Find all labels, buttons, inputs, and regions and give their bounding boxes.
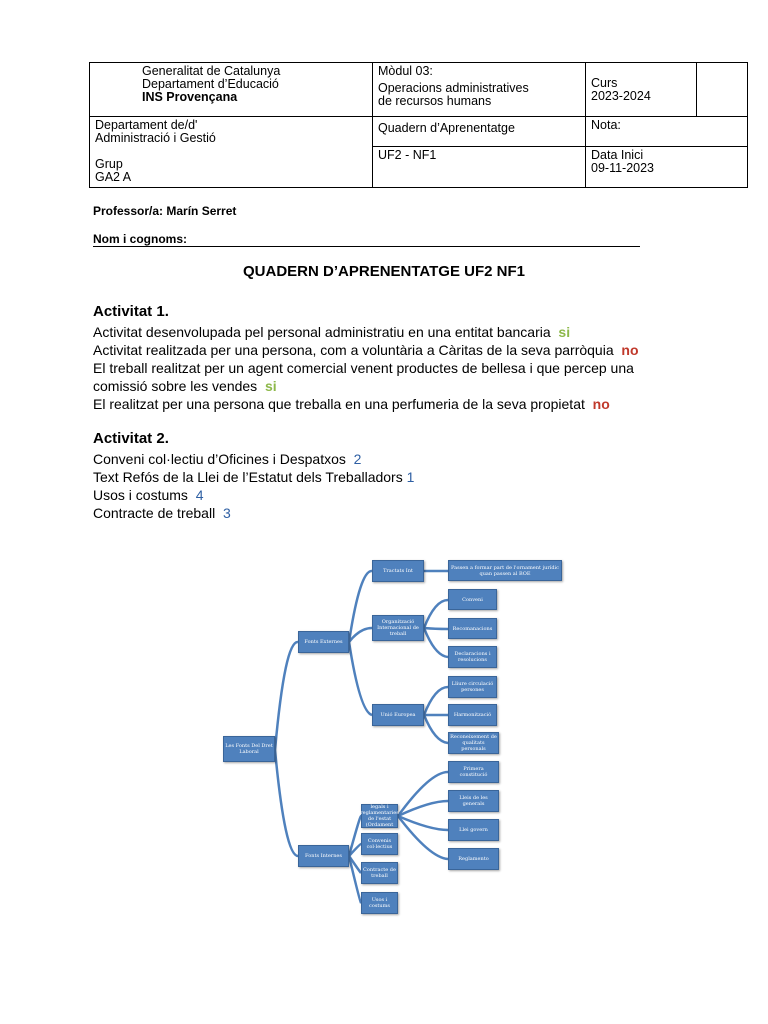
org-line1: Generalitat de Catalunya (142, 64, 281, 78)
node-lliure-circulacio: Lliure circulació persones (448, 676, 497, 698)
act1-answer3: si (264, 378, 277, 394)
node-fonts-externes: Fonts Externes (298, 631, 349, 653)
node-llei-govern: Llei govern (448, 819, 499, 841)
legal-sources-diagram (0, 540, 768, 930)
act2-number2: 1 (406, 469, 415, 485)
data-value: 09-11-2023 (591, 161, 655, 175)
node-recomanacions: Recomanacions (448, 618, 497, 639)
professor-line: Professor/a: Marín Serret (93, 204, 237, 218)
act2-line1-text: Conveni col·lectiu d’Oficines i Despatxos (93, 451, 346, 467)
unit-cell (373, 147, 586, 188)
activity2-list (93, 450, 414, 522)
nota-label: Nota: (591, 118, 621, 132)
module-line1: Mòdul 03: (378, 64, 433, 78)
doc-cell (373, 117, 586, 147)
act1-line3 (93, 359, 639, 377)
data-label: Data Inici (591, 148, 644, 162)
grup-value: GA2 A (95, 170, 132, 184)
org-line2: Departament d’Educació (142, 77, 279, 91)
doc-name: Quadern d’Aprenentatge (378, 121, 515, 135)
module-cell (373, 63, 586, 117)
act1-line5-text: El realitzat per una persona que treballa en una perfumeria de la seva propietat (93, 396, 585, 412)
data-cell (586, 147, 748, 188)
node-harmonitzacio: Harmonització (448, 704, 497, 726)
act2-number4: 3 (222, 505, 231, 521)
node-reconeixement: Reconeixement de qualitats personals (448, 732, 499, 754)
node-convenis-col: Convenis col·lectius (361, 833, 398, 855)
node-fonts-internes: Fonts Internes (298, 845, 349, 867)
act1-line1 (93, 323, 639, 341)
node-declaracions: Declaracions i resolucions (448, 646, 497, 668)
act1-answer4: no (592, 396, 610, 412)
curs-value: 2023-2024 (591, 88, 651, 103)
node-reglamento: Reglamento (448, 848, 499, 870)
school-name: INS Provençana (142, 90, 238, 104)
curs-cell (586, 63, 697, 117)
act1-line2 (93, 341, 639, 359)
node-legals: legals i reglamentaries de l'estat (Ordament (360, 804, 399, 828)
act2-line3-text: Usos i costums (93, 487, 188, 503)
nota-cell (586, 117, 748, 147)
act2-line2 (93, 468, 414, 486)
act1-line5 (93, 395, 639, 413)
org-cell (90, 63, 373, 117)
act2-line4 (93, 504, 414, 522)
name-underline (93, 246, 640, 247)
activity1-list (93, 323, 639, 413)
act2-line1 (93, 450, 414, 468)
node-root: Les Fonts Del Dret Laboral (223, 736, 275, 762)
act2-line3 (93, 486, 414, 504)
act1-line4 (93, 377, 639, 395)
dept-line1: Departament de/d' (95, 118, 198, 132)
act2-line2-text: Text Refós de la Llei de l’Estatut dels Treballadors (93, 469, 403, 485)
act1-answer1: si (558, 324, 571, 340)
node-conveni: Conveni (448, 589, 497, 610)
activity2-heading: Activitat 2. (93, 430, 169, 447)
act2-number3: 4 (195, 487, 204, 503)
module-line2: Operacions administratives (378, 81, 529, 95)
node-tractats-leaf: Passen a formar part de l'ornament jurídic quan passen al BOE (448, 560, 562, 581)
act2-number1: 2 (353, 451, 362, 467)
module-line3: de recursos humans (378, 94, 492, 108)
grup-label: Grup (95, 157, 123, 171)
node-unio-europea: Unió Europea (372, 704, 424, 726)
header-table (89, 62, 748, 188)
document-title: QUADERN D’APRENENTATGE UF2 NF1 (243, 263, 525, 280)
name-label: Nom i cognoms: (93, 232, 188, 246)
node-tractats: Tractats Int (372, 560, 424, 582)
dept-line2: Administració i Gestió (95, 131, 216, 145)
dept-cell (90, 117, 373, 188)
curs-label: Curs (591, 75, 618, 90)
node-contracte: Contracte de treball (361, 862, 398, 884)
unit-name: UF2 - NF1 (378, 148, 437, 162)
node-primera-constitucio: Primera constitució (448, 761, 499, 783)
empty-cell (697, 63, 748, 117)
act1-line1-text: Activitat desenvolupada pel personal administratiu en una entitat bancaria (93, 324, 551, 340)
act1-answer2: no (621, 342, 639, 358)
act1-line2-text: Activitat realitzada per una persona, com a voluntària a Càritas de la seva parròquia (93, 342, 614, 358)
act1-line3-text: El treball realitzat per un agent comercial venent productes de bellesa i que percep una (93, 360, 634, 376)
activity1-heading: Activitat 1. (93, 303, 169, 320)
act2-line4-text: Contracte de treball (93, 505, 216, 521)
node-usos: Usos i costums (361, 892, 398, 914)
act1-line4-text: comissió sobre les vendes (93, 378, 258, 394)
node-lleis-generals: Lleis de les generals (448, 790, 499, 812)
node-oit: Organització Internacional de treball (372, 615, 424, 641)
